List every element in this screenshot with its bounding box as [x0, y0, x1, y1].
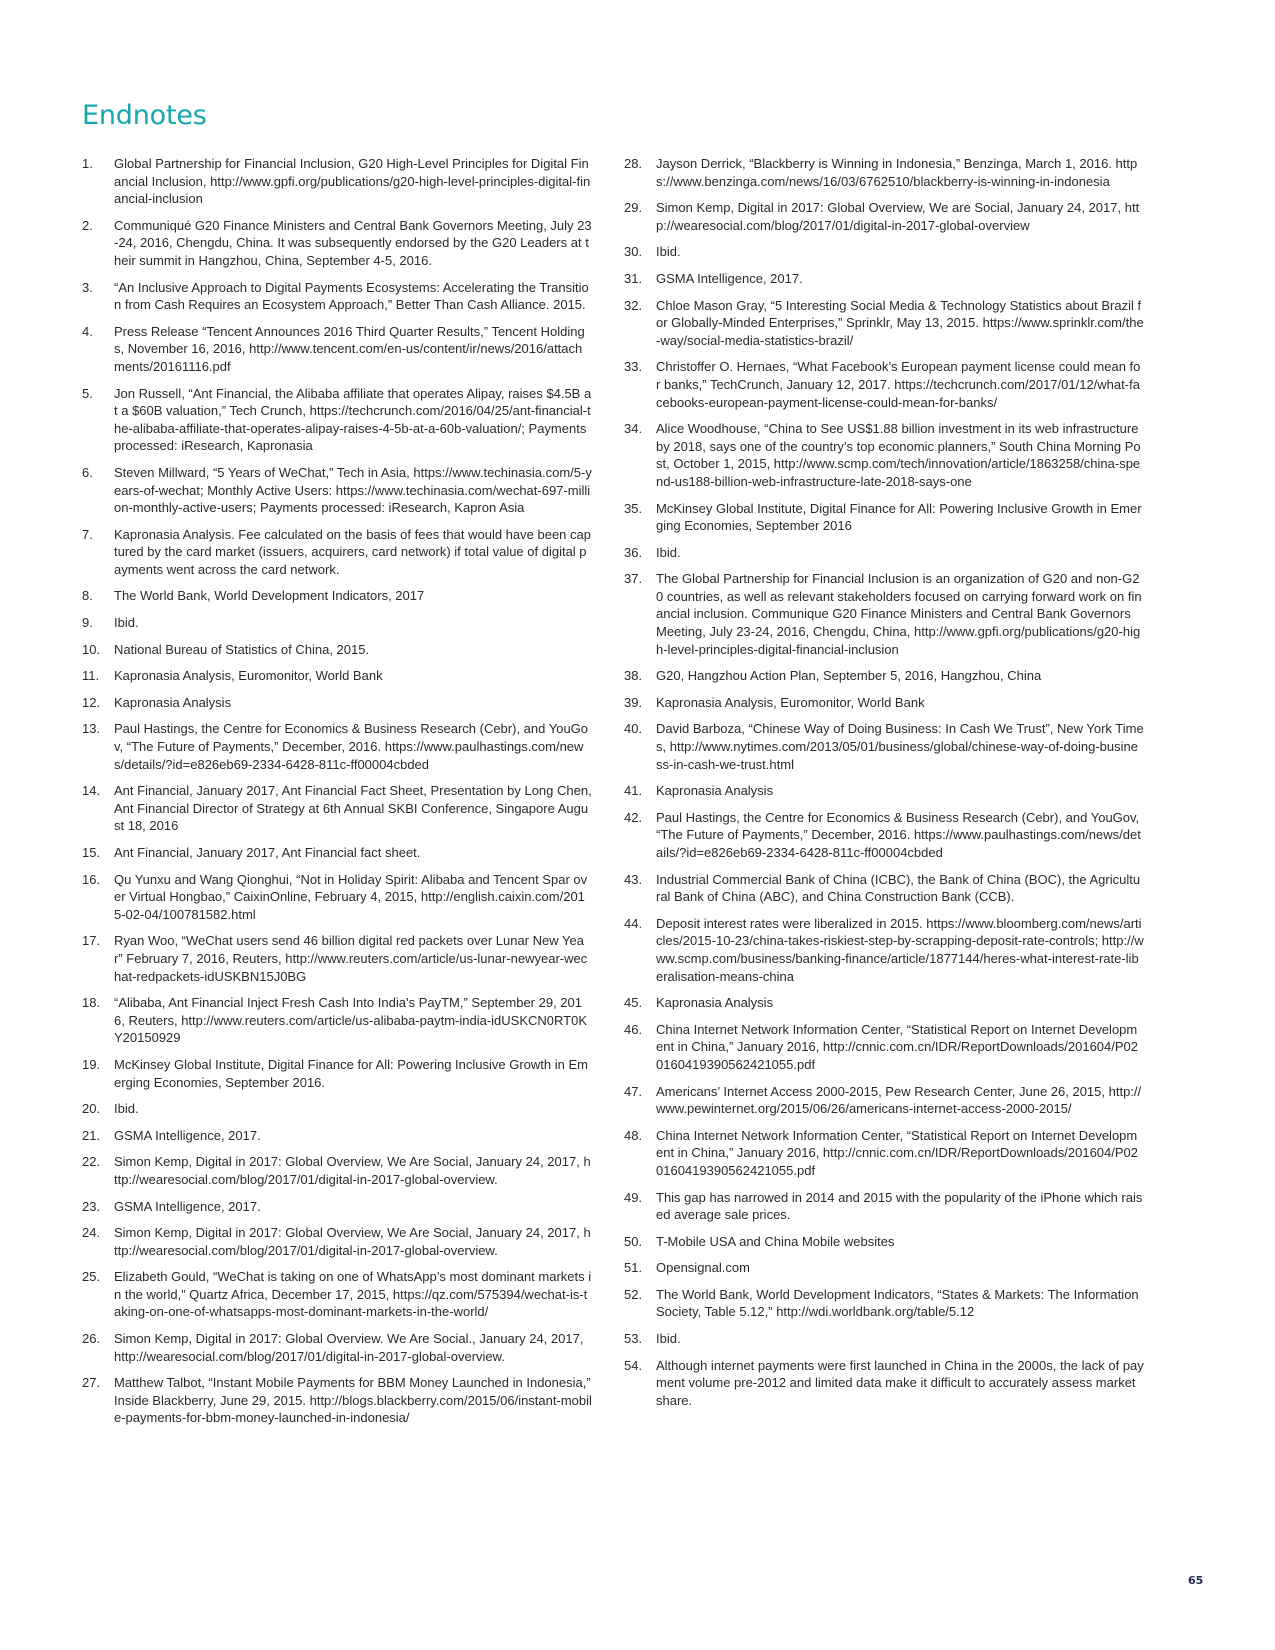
endnote-number: 12. — [82, 694, 101, 710]
endnote-text: Simon Kemp, Digital in 2017: Global Overview. We Are Social., January 24, 2017, http://wearesocial.com/blog/2017/01/digital-in-2017-global-overview. — [114, 1331, 584, 1364]
endnote-item — [624, 720, 1144, 773]
endnote-item — [624, 667, 1144, 685]
endnote-number: 42. — [624, 809, 643, 825]
endnote-text: Kapronasia Analysis — [114, 694, 232, 710]
endnote-number: 39. — [624, 694, 643, 710]
endnote-number: 33. — [624, 359, 643, 375]
endnote-item — [82, 155, 592, 208]
endnote-item — [82, 217, 592, 270]
endnote-text: Ibid. — [114, 615, 139, 631]
endnote-item — [82, 1198, 592, 1216]
endnote-number: 22. — [82, 1154, 101, 1170]
endnote-number: 21. — [82, 1127, 101, 1143]
endnote-text: The World Bank, World Development Indicators, 2017 — [114, 588, 425, 604]
endnote-number: 20. — [82, 1101, 101, 1117]
endnote-item — [624, 1330, 1144, 1348]
endnote-item — [82, 694, 592, 712]
endnote-number: 8. — [82, 588, 93, 604]
endnote-number: 47. — [624, 1083, 643, 1099]
endnote-item — [82, 1224, 592, 1259]
endnote-text: Although internet payments were first launched in China in the 2000s, the lack of payment volume pre-2012 and limited data make it difficult to accurately assess market share. — [656, 1357, 1144, 1408]
endnote-number: 18. — [82, 995, 101, 1011]
endnote-text: Press Release “Tencent Announces 2016 Third Quarter Results,” Tencent Holdings, November 16, 2016, http://www.tencent.com/en-us/content/ir/news/2016/attachments/20161116.pdf — [114, 323, 585, 374]
endnote-text: China Internet Network Information Center, “Statistical Report on Internet Development in China,” January 2016, http://cnnic.com.cn/IDR/ReportDownloads/201604/P020160419390562421055.pdf — [656, 1127, 1138, 1178]
endnote-item — [624, 500, 1144, 535]
endnote-text: Christoffer O. Hernaes, “What Facebook’s European payment license could mean for banks,” TechCrunch, January 12, 2017. https://techcrunch.com/2017/01/12/what-facebooks-european-payment-license-could-mean-for-banks/ — [656, 359, 1141, 410]
endnote-text: Kapronasia Analysis — [656, 783, 774, 799]
endnote-item — [82, 614, 592, 632]
endnote-item — [624, 1083, 1144, 1118]
endnote-number: 7. — [82, 526, 93, 542]
endnote-number: 54. — [624, 1357, 643, 1373]
endnote-item — [82, 1056, 592, 1091]
endnote-item — [624, 544, 1144, 562]
endnote-text: Ibid. — [656, 244, 681, 260]
endnote-text: This gap has narrowed in 2014 and 2015 with the popularity of the iPhone which raised average sale prices. — [656, 1189, 1143, 1223]
endnote-number: 9. — [82, 615, 93, 631]
endnote-number: 17. — [82, 933, 101, 949]
endnote-number: 43. — [624, 871, 643, 887]
endnote-number: 34. — [624, 421, 643, 437]
endnote-text: Opensignal.com — [656, 1260, 750, 1276]
endnote-item — [82, 385, 592, 455]
endnote-item — [624, 1021, 1144, 1074]
endnote-text: Ibid. — [656, 1331, 681, 1347]
endnote-text: GSMA Intelligence, 2017. — [114, 1127, 261, 1143]
endnote-item — [624, 809, 1144, 862]
endnote-number: 2. — [82, 217, 93, 233]
endnote-number: 32. — [624, 297, 643, 313]
endnote-text: McKinsey Global Institute, Digital Finance for All: Powering Inclusive Growth in Emerging Economies, September 2016. — [114, 1056, 588, 1090]
endnote-item — [624, 1233, 1144, 1251]
endnote-text: Kapronasia Analysis. Fee calculated on the basis of fees that would have been captured by the card market (issuers, acquirers, card network) if total value of digital payments went across the card network. — [114, 526, 591, 577]
endnote-text: Paul Hastings, the Centre for Economics & Business Research (Cebr), and YouGov, “The Future of Payments,” December, 2016. https://www.paulhastings.com/news/details/?id=e826eb69-2334-6428-811c-ff00004cbded — [656, 809, 1141, 860]
endnote-text: Industrial Commercial Bank of China (ICBC), the Bank of China (BOC), the Agricultural Bank of China (ABC), and China Construction Bank (CCB). — [656, 871, 1141, 905]
endnote-text: Kapronasia Analysis, Euromonitor, World Bank — [656, 694, 925, 710]
endnote-number: 11. — [82, 668, 100, 684]
endnote-item — [82, 1127, 592, 1145]
endnote-text: Ant Financial, January 2017, Ant Financial Fact Sheet, Presentation by Long Chen, Ant Financial Director of Strategy at 6th Annual SKBI Conference, Singapore August 18, 2016 — [114, 783, 592, 834]
endnote-text: Chloe Mason Gray, “5 Interesting Social Media & Technology Statistics about Brazil for Globally-Minded Enterprises,” Sprinklr, May 13, 2015. https://www.sprinklr.com/the-way/social-media-statistics-brazil/ — [656, 297, 1144, 348]
endnote-text: Ibid. — [656, 544, 681, 560]
endnote-item — [624, 994, 1144, 1012]
endnote-number: 40. — [624, 721, 643, 737]
endnote-item — [624, 1286, 1144, 1321]
endnote-text: “Alibaba, Ant Financial Inject Fresh Cash Into India’s PayTM,” September 29, 2016, Reuters, http://www.reuters.com/article/us-alibaba-paytm-india-idUSKCN0RT0KY20150929 — [114, 995, 587, 1046]
endnote-item — [82, 641, 592, 659]
endnote-number: 14. — [82, 783, 101, 799]
endnote-text: Paul Hastings, the Centre for Economics & Business Research (Cebr), and YouGov, “The Future of Payments,” December, 2016. https://www.paulhastings.com/news/details/?id=e826eb69-2334-6428-811c-ff00004cbded — [114, 721, 589, 772]
endnote-text: Communiqué G20 Finance Ministers and Central Bank Governors Meeting, July 23-24, 2016, Chengdu, China. It was subsequently endorsed by the G20 Leaders at their summit in Hangzhou, China, September 4-5, 2016. — [114, 217, 592, 268]
endnote-number: 4. — [82, 323, 93, 339]
endnote-text: Matthew Talbot, “Instant Mobile Payments for BBM Money Launched in Indonesia,” Inside Blackberry, June 29, 2015. http://blogs.blackberry.com/2015/06/instant-mobile-payments-for-bbm-money-launched-in-indonesia/ — [114, 1375, 592, 1426]
endnote-item — [624, 1127, 1144, 1180]
endnote-number: 52. — [624, 1286, 643, 1302]
endnote-number: 29. — [624, 200, 643, 216]
endnote-number: 27. — [82, 1375, 101, 1391]
endnote-text: McKinsey Global Institute, Digital Finance for All: Powering Inclusive Growth in Emerging Economies, September 2016 — [656, 500, 1142, 534]
endnote-number: 44. — [624, 915, 643, 931]
endnote-item — [82, 1100, 592, 1118]
endnote-number: 48. — [624, 1127, 643, 1143]
endnote-item — [624, 1357, 1144, 1410]
endnote-text: Simon Kemp, Digital in 2017: Global Overview, We are Social, January 24, 2017, http://wearesocial.com/blog/2017/01/digital-in-2017-global-overview — [656, 200, 1140, 233]
endnote-item — [624, 694, 1144, 712]
endnote-item — [82, 587, 592, 605]
endnote-number: 19. — [82, 1056, 101, 1072]
endnote-number: 1. — [82, 156, 93, 171]
endnote-item — [624, 871, 1144, 906]
endnote-number: 41. — [624, 783, 643, 799]
endnote-item — [624, 915, 1144, 985]
endnote-item — [82, 720, 592, 773]
endnote-text: Ryan Woo, “WeChat users send 46 billion digital red packets over Lunar New Year” February 7, 2016, Reuters, http://www.reuters.com/article/us-lunar-newyear-wechat-redpackets-idUSKBN15J0BG — [114, 933, 588, 984]
endnote-item — [82, 464, 592, 517]
endnote-item — [82, 1268, 592, 1321]
endnote-number: 36. — [624, 544, 643, 560]
endnote-number: 24. — [82, 1225, 101, 1241]
endnote-number: 10. — [82, 641, 101, 657]
endnote-text: Americans’ Internet Access 2000-2015, Pew Research Center, June 26, 2015, http://www.pewinternet.org/2015/06/26/americans-internet-access-2000-2015/ — [656, 1083, 1142, 1117]
endnote-text: GSMA Intelligence, 2017. — [656, 270, 803, 286]
endnote-item — [624, 270, 1144, 288]
endnote-text: Simon Kemp, Digital in 2017: Global Overview, We Are Social, January 24, 2017, http://wearesocial.com/blog/2017/01/digital-in-2017-global-overview. — [114, 1154, 591, 1187]
endnote-item — [624, 155, 1144, 190]
endnote-text: Elizabeth Gould, “WeChat is taking on one of WhatsApp’s most dominant markets in the world,” Quartz Africa, December 17, 2015, https://qz.com/575394/wechat-is-taking-on-one-of-whatsapps-most-dominant-markets-in-the-world/ — [114, 1269, 592, 1320]
endnote-text: Global Partnership for Financial Inclusion, G20 High-Level Principles for Digital Financial Inclusion, http://www.gpfi.org/publications/g20-high-level-principles-digital-financial-inclusion — [114, 156, 591, 207]
endnote-number: 26. — [82, 1331, 101, 1347]
endnote-item — [624, 782, 1144, 800]
endnote-number: 53. — [624, 1331, 643, 1347]
endnote-text: T-Mobile USA and China Mobile websites — [656, 1233, 895, 1249]
endnote-text: Kapronasia Analysis, Euromonitor, World Bank — [114, 668, 383, 684]
endnote-item — [82, 526, 592, 579]
endnote-text: Qu Yunxu and Wang Qionghui, “Not in Holiday Spirit: Alibaba and Tencent Spar over Virtual Hongbao,” CaixinOnline, February 4, 2015, http://english.caixin.com/2015-02-04/100781582.html — [114, 871, 588, 922]
endnote-number: 46. — [624, 1021, 643, 1037]
endnote-item — [624, 243, 1144, 261]
endnote-number: 13. — [82, 721, 101, 737]
endnote-number: 50. — [624, 1233, 643, 1249]
endnote-text: Jon Russell, “Ant Financial, the Alibaba affiliate that operates Alipay, raises $4.5B at a $60B valuation,” Tech Crunch, https://techcrunch.com/2016/04/25/ant-financial-the-alibaba-affiliate-that-operates-alipay-raises-4-5b-at-a-60b-valuation/; Payments processed: iResearch, Kapronasia — [114, 385, 592, 454]
endnotes-right-column — [624, 155, 1144, 1418]
endnote-item — [82, 871, 592, 924]
endnote-text: David Barboza, “Chinese Way of Doing Business: In Cash We Trust”, New York Times, http://www.nytimes.com/2013/05/01/business/global/chinese-way-of-doing-business-in-cash-we-trust.html — [656, 721, 1144, 772]
endnote-text: Ant Financial, January 2017, Ant Financial fact sheet. — [114, 845, 421, 860]
endnote-text: The Global Partnership for Financial Inclusion is an organization of G20 and non-G20 countries, as well as relevant stakeholders focused on carrying forward work on financial inclusion. Communique G20 Finance Ministers and Central Bank Governors Meeting, July 23-24, 2016, Chengdu, China, http://www.gpfi.org/publications/g20-high-level-principles-digital-financial-inclusion — [656, 571, 1142, 657]
endnote-text: Ibid. — [114, 1101, 139, 1117]
endnote-text: Jayson Derrick, “Blackberry is Winning in Indonesia,” Benzinga, March 1, 2016. https://www.benzinga.com/news/16/03/6762510/blackberry-is-winning-in-indonesia — [656, 156, 1138, 189]
endnote-number: 49. — [624, 1189, 643, 1205]
endnote-number: 38. — [624, 668, 643, 684]
endnote-item — [82, 782, 592, 835]
endnote-item — [624, 358, 1144, 411]
endnote-number: 30. — [624, 244, 643, 260]
endnote-number: 31. — [624, 270, 643, 286]
endnote-number: 5. — [82, 385, 93, 401]
page-title: Endnotes — [82, 100, 207, 131]
endnote-item — [82, 994, 592, 1047]
endnote-number: 6. — [82, 464, 93, 480]
endnote-item — [624, 1259, 1144, 1277]
endnote-text: Kapronasia Analysis — [656, 995, 774, 1011]
endnote-text: Deposit interest rates were liberalized in 2015. https://www.bloomberg.com/news/articles/2015-10-23/china-takes-riskiest-step-by-scrapping-deposit-rate-controls; http://www.scmp.com/business/banking-finance/article/1877144/heres-what-interest-rate-liberalisation-means-china — [656, 915, 1144, 984]
endnote-item — [82, 279, 592, 314]
endnote-item — [624, 1189, 1144, 1224]
endnote-item — [82, 1374, 592, 1427]
endnote-item — [624, 420, 1144, 490]
endnote-item — [624, 199, 1144, 234]
endnote-item — [624, 570, 1144, 658]
endnote-item — [82, 844, 592, 862]
endnote-number: 3. — [82, 279, 93, 295]
endnote-text: G20, Hangzhou Action Plan, September 5, 2016, Hangzhou, China — [656, 668, 1042, 684]
page-number: 65 — [1188, 1574, 1204, 1587]
endnote-text: Simon Kemp, Digital in 2017: Global Overview, We Are Social, January 24, 2017, http://wearesocial.com/blog/2017/01/digital-in-2017-global-overview. — [114, 1225, 591, 1258]
endnote-text: The World Bank, World Development Indicators, “States & Markets: The Information Society, Table 5.12,” http://wdi.worldbank.org/table/5.12 — [656, 1286, 1139, 1320]
endnote-number: 16. — [82, 871, 101, 887]
endnotes-left-column — [82, 155, 592, 1436]
endnote-item — [82, 1330, 592, 1365]
endnote-text: GSMA Intelligence, 2017. — [114, 1198, 261, 1214]
endnote-text: Alice Woodhouse, “China to See US$1.88 billion investment in its web infrastructure by 2018, says one of the country’s top economic planners,” South China Morning Post, October 1, 2015, http://www.scmp.com/tech/innovation/article/1863258/china-spend-us188-billion-web-infrastructure-late-2018-says-one — [656, 421, 1141, 489]
endnote-text: Steven Millward, “5 Years of WeChat,” Tech in Asia, https://www.techinasia.com/5-years-of-wechat; Monthly Active Users: https://www.techinasia.com/wechat-697-million-monthly-active-users; Payments processed: iResearch, Kapron Asia — [114, 464, 592, 516]
endnote-text: “An Inclusive Approach to Digital Payments Ecosystems: Accelerating the Transition from Cash Requires an Ecosystem Approach,” Better Than Cash Alliance. 2015. — [114, 279, 589, 313]
endnote-text: National Bureau of Statistics of China, 2015. — [114, 641, 370, 657]
endnote-number: 15. — [82, 845, 101, 860]
endnote-text: China Internet Network Information Center, “Statistical Report on Internet Development in China,” January 2016, http://cnnic.com.cn/IDR/ReportDownloads/201604/P020160419390562421055.pdf — [656, 1021, 1138, 1072]
endnote-number: 28. — [624, 156, 643, 171]
endnote-number: 37. — [624, 571, 643, 587]
endnote-number: 25. — [82, 1269, 101, 1285]
endnote-item — [82, 1153, 592, 1188]
endnote-item — [624, 297, 1144, 350]
endnote-number: 35. — [624, 500, 643, 516]
endnote-item — [82, 932, 592, 985]
endnote-number: 51. — [624, 1260, 643, 1276]
endnote-item — [82, 667, 592, 685]
endnote-item — [82, 323, 592, 376]
endnote-number: 45. — [624, 995, 643, 1011]
endnote-number: 23. — [82, 1198, 101, 1214]
